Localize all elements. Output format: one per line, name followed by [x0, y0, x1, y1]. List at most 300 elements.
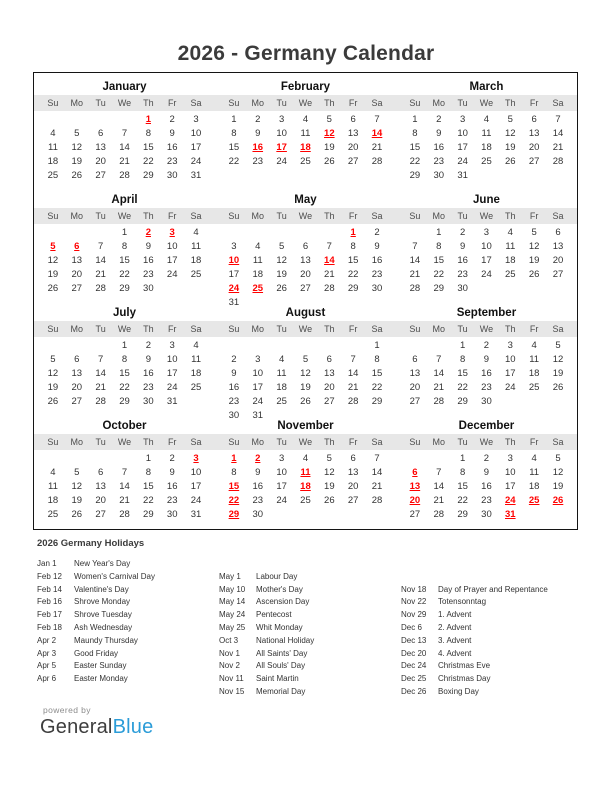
day-cell: 7 — [436, 467, 442, 478]
day-cell: 7 — [121, 467, 128, 478]
month-title-march: March — [469, 81, 504, 93]
day-cell: 28 — [119, 509, 130, 520]
day-cell: 23 — [252, 156, 264, 167]
day-cell: 14 — [433, 481, 445, 492]
day-cell: 18 — [47, 156, 59, 167]
day-cell: 17 — [505, 481, 516, 492]
holiday-name: Maundy Thursday — [74, 635, 138, 645]
day-cell: 4 — [507, 227, 513, 238]
day-cell: 6 — [74, 354, 80, 365]
day-cell: 12 — [276, 255, 287, 266]
day-cell: 21 — [95, 269, 106, 280]
holiday-day-cell: 10 — [228, 255, 240, 266]
day-cell: 16 — [166, 142, 178, 153]
day-cell: 16 — [433, 142, 445, 153]
empty-cell — [89, 226, 113, 240]
day-cell: 24 — [276, 495, 287, 506]
weekday-label: Mo — [251, 98, 265, 108]
day-cell: 30 — [433, 170, 445, 181]
day-cell: 23 — [457, 269, 468, 280]
weekday-labels-january — [34, 95, 215, 111]
holiday-day-cell: 15 — [228, 481, 240, 492]
holiday-day-cell: 3 — [169, 227, 175, 238]
holiday-entry — [219, 673, 401, 686]
weekday-label: Mo — [70, 98, 84, 108]
holiday-entry — [401, 622, 583, 635]
empty-cell — [113, 113, 137, 127]
holiday-name: 1. Advent — [438, 610, 472, 620]
weekday-label: Fr — [348, 98, 358, 108]
weekday-label: Fr — [529, 324, 539, 334]
day-cell: 6 — [302, 241, 309, 252]
day-cell: 5 — [278, 241, 285, 252]
day-cell: 30 — [166, 509, 178, 520]
day-cell: 2 — [436, 114, 442, 125]
day-cell: 21 — [119, 156, 130, 167]
holiday-entry — [37, 584, 219, 597]
day-cell: 1 — [412, 114, 418, 125]
day-cell: 10 — [457, 128, 468, 139]
day-cell: 6 — [531, 114, 537, 125]
day-cell: 10 — [276, 128, 287, 139]
day-cell: 16 — [143, 368, 154, 379]
holiday-date: May 25 — [219, 622, 246, 632]
month-row — [34, 79, 577, 192]
day-cell: 3 — [459, 114, 466, 125]
holidays-column-1 — [37, 558, 219, 699]
month-titles-row — [34, 418, 577, 434]
day-cell: 1 — [121, 227, 128, 238]
day-cell: 19 — [71, 156, 83, 167]
empty-cell — [89, 452, 113, 466]
day-cell: 13 — [347, 467, 359, 478]
day-cell: 1 — [231, 114, 237, 125]
holidays-list — [37, 558, 585, 699]
day-cell: 9 — [255, 467, 261, 478]
day-cell: 25 — [47, 170, 59, 181]
holiday-name: National Holiday — [256, 635, 315, 645]
day-cell: 5 — [326, 114, 332, 125]
weekday-labels-june — [396, 208, 577, 224]
holiday-entry — [219, 571, 401, 584]
empty-cell — [270, 226, 294, 240]
day-cell: 27 — [71, 283, 83, 294]
weekday-label: Tu — [457, 98, 468, 108]
weekday-label: Tu — [95, 211, 106, 221]
empty-cell — [341, 339, 365, 353]
day-cell: 1 — [459, 453, 466, 464]
holiday-day-cell: 1 — [231, 453, 237, 464]
day-cell: 25 — [300, 156, 311, 167]
holiday-date: Oct 3 — [219, 635, 239, 645]
day-cell: 11 — [300, 128, 311, 139]
day-cell: 15 — [347, 255, 359, 266]
holiday-entry — [401, 584, 583, 597]
day-cell: 17 — [505, 368, 516, 379]
day-cell: 29 — [143, 509, 154, 520]
day-cell: 22 — [409, 156, 421, 167]
day-cell: 22 — [143, 495, 154, 506]
day-cell: 15 — [119, 368, 130, 379]
day-cell: 8 — [121, 241, 128, 252]
day-cell: 19 — [300, 382, 311, 393]
day-cell: 24 — [252, 396, 264, 407]
day-cell: 4 — [278, 354, 285, 365]
holiday-name: Day of Prayer and Repentance — [438, 584, 548, 594]
day-cell: 31 — [190, 170, 202, 181]
weekday-label: We — [117, 324, 132, 334]
day-cell: 5 — [74, 128, 80, 139]
weekday-label: Th — [143, 211, 154, 221]
holiday-entry — [401, 609, 583, 622]
weekday-label: Th — [324, 211, 335, 221]
month-title-april: April — [111, 194, 138, 206]
weekday-label: Tu — [95, 98, 106, 108]
day-cell: 22 — [119, 382, 130, 393]
weekday-labels-december — [396, 434, 577, 450]
day-cell: 18 — [47, 495, 59, 506]
holiday-day-cell: 31 — [505, 509, 516, 520]
weekday-label: Sa — [190, 211, 202, 221]
day-cell: 2 — [169, 114, 175, 125]
empty-cell — [41, 339, 65, 353]
day-cell: 29 — [371, 396, 383, 407]
day-cell: 8 — [121, 354, 128, 365]
day-cell: 26 — [505, 156, 516, 167]
day-cell: 12 — [324, 467, 335, 478]
day-cell: 29 — [409, 170, 421, 181]
day-cell: 5 — [531, 227, 537, 238]
day-cell: 22 — [228, 156, 240, 167]
day-cell: 19 — [47, 382, 59, 393]
weekday-label: We — [479, 437, 494, 447]
holiday-date: Nov 22 — [401, 597, 427, 607]
weekday-labels-may — [215, 208, 396, 224]
weekday-label: Tu — [276, 211, 287, 221]
holiday-day-cell: 2 — [145, 227, 151, 238]
holiday-date: Nov 11 — [219, 674, 244, 684]
weekday-label: Mo — [251, 211, 265, 221]
holiday-name: Whit Monday — [256, 622, 303, 632]
day-cell: 28 — [119, 170, 130, 181]
day-cell: 1 — [459, 340, 466, 351]
holiday-entry — [401, 635, 583, 648]
day-cell: 14 — [552, 128, 564, 139]
day-cell: 24 — [505, 382, 516, 393]
holiday-entry — [401, 673, 583, 686]
day-cell: 30 — [166, 170, 178, 181]
day-cell: 29 — [347, 283, 359, 294]
weekday-label: Fr — [529, 98, 539, 108]
day-cell: 24 — [190, 495, 202, 506]
day-cell: 16 — [252, 481, 264, 492]
holiday-date: Nov 18 — [401, 584, 427, 594]
day-cell: 3 — [169, 340, 175, 351]
day-cell: 27 — [71, 396, 83, 407]
day-cell: 26 — [528, 269, 540, 280]
weekday-header-band — [34, 434, 577, 450]
weekday-labels-august — [215, 321, 396, 337]
day-cell: 7 — [374, 114, 380, 125]
day-cell: 26 — [71, 170, 83, 181]
day-cell: 25 — [528, 382, 540, 393]
day-cell: 23 — [143, 382, 154, 393]
day-cell: 1 — [374, 340, 380, 351]
holiday-entry — [401, 686, 583, 699]
holiday-entry — [219, 686, 401, 699]
day-cell: 20 — [95, 495, 106, 506]
holidays-section — [37, 538, 585, 699]
day-cell: 1 — [121, 340, 128, 351]
day-cell: 24 — [166, 269, 178, 280]
month-days-august — [215, 339, 396, 423]
holidays-column-3 — [401, 584, 583, 699]
month-title-august: August — [285, 307, 326, 319]
holiday-name: All Saints' Day — [256, 648, 308, 658]
day-cell: 10 — [190, 128, 202, 139]
day-cell: 19 — [528, 255, 540, 266]
day-cell: 16 — [166, 481, 178, 492]
holiday-entry — [401, 596, 583, 609]
empty-cell — [222, 226, 246, 240]
holiday-day-cell: 1 — [350, 227, 356, 238]
day-cell: 17 — [190, 481, 202, 492]
day-cell: 26 — [324, 495, 335, 506]
day-cell: 19 — [324, 142, 335, 153]
holiday-date: Feb 18 — [37, 622, 62, 632]
day-cell: 23 — [481, 495, 492, 506]
weekday-label: Su — [228, 437, 240, 447]
month-days-october — [34, 452, 215, 522]
day-cell: 5 — [555, 453, 561, 464]
day-cell: 6 — [326, 354, 332, 365]
day-cell: 17 — [228, 269, 240, 280]
holiday-day-cell: 29 — [228, 509, 240, 520]
day-cell: 11 — [276, 368, 287, 379]
weekday-label: Tu — [276, 324, 287, 334]
weekday-label: Fr — [529, 437, 539, 447]
holiday-date: Dec 13 — [401, 635, 427, 645]
day-cell: 10 — [166, 241, 178, 252]
day-cell: 23 — [433, 156, 445, 167]
day-cell: 19 — [552, 368, 564, 379]
holiday-entry — [219, 635, 401, 648]
weekday-label: Th — [143, 98, 154, 108]
empty-cell — [403, 452, 427, 466]
weekday-label: Tu — [457, 324, 468, 334]
day-cell: 16 — [371, 255, 383, 266]
holiday-day-cell: 18 — [300, 142, 311, 153]
dates-row — [34, 339, 577, 423]
day-cell: 21 — [371, 142, 383, 153]
weekday-label: We — [298, 211, 313, 221]
day-cell: 18 — [481, 142, 492, 153]
weekday-label: Su — [47, 437, 59, 447]
holiday-name: Totensonntag — [438, 597, 487, 607]
day-cell: 28 — [95, 283, 106, 294]
day-cell: 15 — [371, 368, 383, 379]
month-title-september: September — [456, 307, 517, 319]
day-cell: 13 — [409, 368, 421, 379]
holiday-entry — [219, 660, 401, 673]
empty-cell — [317, 226, 341, 240]
day-cell: 25 — [190, 382, 202, 393]
weekday-label: Fr — [167, 98, 177, 108]
day-cell: 22 — [347, 269, 359, 280]
day-cell: 22 — [433, 269, 445, 280]
day-cell: 28 — [409, 283, 421, 294]
holiday-date: May 14 — [219, 597, 246, 607]
day-cell: 19 — [71, 495, 83, 506]
day-cell: 4 — [50, 467, 56, 478]
day-cell: 8 — [350, 241, 356, 252]
dates-row — [34, 452, 577, 522]
holiday-date: Feb 17 — [37, 610, 62, 620]
empty-cell — [89, 339, 113, 353]
holidays-column-2 — [219, 571, 401, 699]
day-cell: 7 — [555, 114, 561, 125]
empty-cell — [222, 339, 246, 353]
day-cell: 26 — [552, 382, 564, 393]
day-cell: 19 — [552, 481, 564, 492]
holiday-name: Mother's Day — [256, 584, 303, 594]
day-cell: 2 — [483, 453, 490, 464]
holiday-name: 4. Advent — [438, 648, 472, 658]
empty-cell — [294, 226, 318, 240]
day-cell: 26 — [324, 156, 335, 167]
day-cell: 31 — [457, 170, 468, 181]
holiday-day-cell: 2 — [255, 453, 261, 464]
holiday-entry — [37, 609, 219, 622]
weekday-header-band — [34, 321, 577, 337]
day-cell: 10 — [276, 467, 287, 478]
holiday-date: Jan 1 — [37, 559, 57, 568]
weekday-label: Tu — [457, 211, 468, 221]
day-cell: 13 — [71, 368, 83, 379]
day-cell: 4 — [50, 128, 56, 139]
day-cell: 9 — [169, 128, 175, 139]
footer — [40, 705, 153, 739]
day-cell: 19 — [324, 481, 335, 492]
month-days-september — [396, 339, 577, 423]
day-cell: 12 — [71, 142, 83, 153]
weekday-label: Mo — [432, 324, 445, 334]
holiday-entry — [37, 673, 219, 686]
day-cell: 30 — [481, 396, 492, 407]
month-days-november — [215, 452, 396, 522]
holiday-entry — [37, 635, 219, 648]
day-cell: 5 — [302, 354, 309, 365]
weekday-labels-april — [34, 208, 215, 224]
weekday-labels-september — [396, 321, 577, 337]
weekday-label: Fr — [348, 437, 358, 447]
month-days-may — [215, 226, 396, 310]
day-cell: 17 — [252, 382, 264, 393]
day-cell: 31 — [190, 509, 202, 520]
holiday-name: Good Friday — [74, 648, 119, 658]
day-cell: 12 — [552, 467, 564, 478]
weekday-header-band — [34, 95, 577, 111]
empty-cell — [403, 339, 427, 353]
day-cell: 3 — [255, 354, 261, 365]
day-cell: 8 — [459, 354, 466, 365]
empty-cell — [89, 113, 113, 127]
day-cell: 3 — [278, 114, 285, 125]
day-cell: 15 — [143, 481, 154, 492]
day-cell: 29 — [457, 396, 468, 407]
day-cell: 23 — [371, 269, 383, 280]
day-cell: 17 — [276, 481, 287, 492]
weekday-label: Sa — [190, 437, 202, 447]
weekday-label: Su — [409, 324, 421, 334]
day-cell: 31 — [228, 297, 240, 308]
holiday-day-cell: 24 — [228, 283, 240, 294]
holiday-date: Dec 26 — [401, 686, 427, 696]
day-cell: 16 — [457, 255, 468, 266]
day-cell: 30 — [228, 410, 240, 421]
day-cell: 25 — [300, 495, 311, 506]
day-cell: 23 — [228, 396, 240, 407]
weekday-label: We — [479, 324, 494, 334]
day-cell: 8 — [231, 467, 237, 478]
day-cell: 11 — [252, 255, 263, 266]
weekday-label: Mo — [70, 324, 84, 334]
month-days-april — [34, 226, 215, 310]
day-cell: 17 — [457, 142, 468, 153]
day-cell: 4 — [193, 227, 199, 238]
holiday-date: Feb 14 — [37, 584, 62, 594]
holiday-entry — [401, 660, 583, 673]
page-title: 2026 - Germany Calendar — [177, 42, 435, 65]
day-cell: 17 — [166, 255, 178, 266]
day-cell: 9 — [483, 467, 490, 478]
holiday-day-cell: 26 — [552, 495, 564, 506]
holiday-name: Saint Martin — [256, 674, 299, 684]
day-cell: 4 — [531, 453, 537, 464]
day-cell: 22 — [371, 382, 383, 393]
day-cell: 11 — [505, 241, 516, 252]
holiday-day-cell: 11 — [300, 467, 311, 478]
day-cell: 10 — [481, 241, 492, 252]
holiday-name: Labour Day — [256, 571, 298, 581]
holiday-day-cell: 17 — [276, 142, 287, 153]
powered-by-label: powered by — [43, 705, 91, 715]
day-cell: 23 — [481, 382, 492, 393]
weekday-label: Su — [47, 211, 59, 221]
weekday-label: Tu — [276, 98, 287, 108]
weekday-label: Su — [47, 324, 59, 334]
day-cell: 5 — [50, 354, 56, 365]
weekday-labels-february — [215, 95, 396, 111]
holiday-day-cell: 6 — [412, 467, 418, 478]
day-cell: 13 — [95, 142, 106, 153]
day-cell: 21 — [552, 142, 564, 153]
day-cell: 8 — [145, 467, 151, 478]
day-cell: 13 — [528, 128, 540, 139]
day-cell: 25 — [190, 269, 202, 280]
day-cell: 28 — [371, 156, 383, 167]
holiday-day-cell: 6 — [74, 241, 80, 252]
day-cell: 20 — [347, 481, 359, 492]
day-cell: 27 — [324, 396, 335, 407]
day-cell: 5 — [326, 453, 332, 464]
day-cell: 7 — [97, 354, 104, 365]
month-titles-row — [34, 192, 577, 208]
weekday-label: Mo — [251, 324, 265, 334]
holiday-day-cell: 18 — [300, 481, 311, 492]
weekday-labels-november — [215, 434, 396, 450]
weekday-label: Fr — [167, 211, 177, 221]
